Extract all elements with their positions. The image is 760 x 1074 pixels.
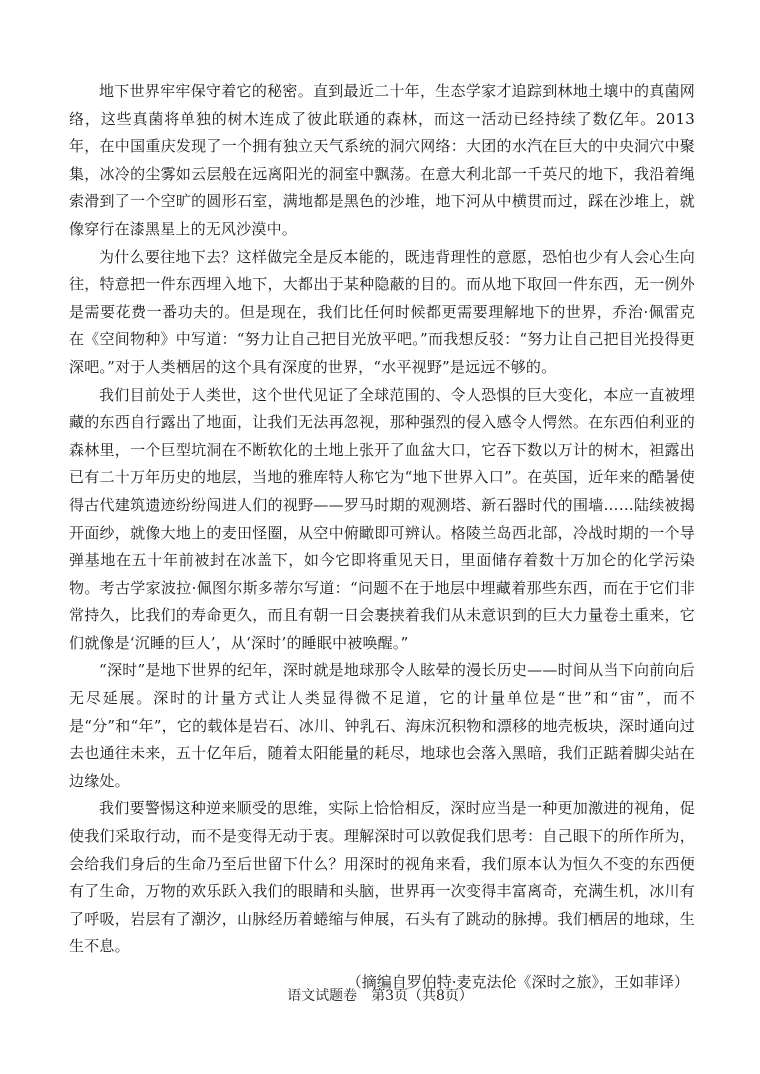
article-paragraph-1: 地下世界牢牢保守着它的秘密。直到最近二十年，生态学家才追踪到林地土壤中的真菌网络，这些真菌将单独的树木连成了彼此联通的森林，而这一活动已经持续了数亿年。2013年，在中国重庆发现了一个拥有独立天气系统的洞穴网络：大团的水汽在巨大的中央洞穴中聚集，冰冷的尘雾如云层般在远离阳光的洞室中飘荡。在意大利北部一千英尺的地下，我沿着绳索滑到了一个空旷的圆形石室，满地都是黑色的沙堆，地下河从中横贯而过，踩在沙堆上，就像穿行在漆黑星上的无风沙漠中。: [69, 82, 695, 238]
article-paragraph-2: 为什么要往地下去？这样做完全是反本能的，既违背理性的意愿，恐怕也少有人会心生向往，特意把一件东西埋入地下，大都出于某种隐蔽的目的。而从地下取回一件东西，无一例外是需要花费一番功夫的。但是现在，我们比任何时候都更需要理解地下的世界，乔治·佩雷克在《空间物种》中写道：“努力让自己把目光放平吧。”而我想反驳：“努力让自己把目光投得更深吧。”对于人类栖居的这个具有深度的世界，“水平视野”是远远不够的。: [69, 247, 695, 376]
article-source-citation: （摘编自罗伯特·麦克法伦《深时之旅》，王如菲译）: [346, 973, 689, 991]
article-paragraph-4: “深时”是地下世界的纪年，深时就是地球那令人眩晕的漫长历史——时间从当下向前向后无尽延展。深时的计量方式让人类显得微不足道，它的计量单位是“世”和“宙”，而不是“分”和“年”，它的载体是岩石、冰川、钟乳石、海床沉积物和漂移的地壳板块，深时通向过去也通往未来，五十亿年后，随着太阳能量的耗尽，地球也会落入黑暗，我们正踮着脚尖站在边缘处。: [69, 661, 695, 790]
article-paragraph-3: 我们目前处于人类世，这个世代见证了全球范围的、令人恐惧的巨大变化，本应一直被埋藏的东西自行露出了地面，让我们无法再忽视，那种强烈的侵入感令人愕然。在东西伯利亚的森林里，一个巨型坑洞在不断软化的土地上张开了血盆大口，它吞下数以万计的树木，袒露出已有二十万年历史的地层，当地的雅库特人称它为“地下世界入口”。在英国，近年来的酷暑使得古代建筑遗迹纷纷闯进人们的视野——罗马时期的观测塔、新石器时代的围墙……陆续被揭开面纱，就像大地上的麦田怪圈，从空中俯瞰即可辨认。格陵兰岛西北部，冷战时期的一个导弹基地在五十年前被封在冰盖下，如今它即将重见天日，里面储存着数十万加仑的化学污染物。考古学家波拉·佩图尔斯多蒂尔写道：“问题不在于地层中埋藏着那些东西，而在于它们非常持久，比我们的寿命更久，而且有朝一日会裹挟着我们从未意识到的巨大力量卷土重来，它们就像是‘沉睡的巨人’，从‘深时’的睡眠中被唤醒。”: [69, 385, 695, 652]
article-body: [69, 78, 695, 997]
page-footer: 语文试题卷 第3页（共8页）: [287, 988, 473, 1004]
article-paragraph-5: 我们要警惕这种逆来顺受的思维，实际上恰恰相反，深时应当是一种更加激进的视角，促使我们采取行动，而不是变得无动于衷。理解深时可以敦促我们思考：自己眼下的所作所为，会给我们身后的生命乃至后世留下什么？用深时的视角来看，我们原本认为恒久不变的东西便有了生命，万物的欢乐跃入我们的眼睛和头脑，世界再一次变得丰富离奇，充满生机，冰川有了呼吸，岩层有了潮汐，山脉经历着蜷缩与伸展，石头有了跳动的脉搏。我们栖居的地球，生生不息。: [69, 799, 695, 956]
